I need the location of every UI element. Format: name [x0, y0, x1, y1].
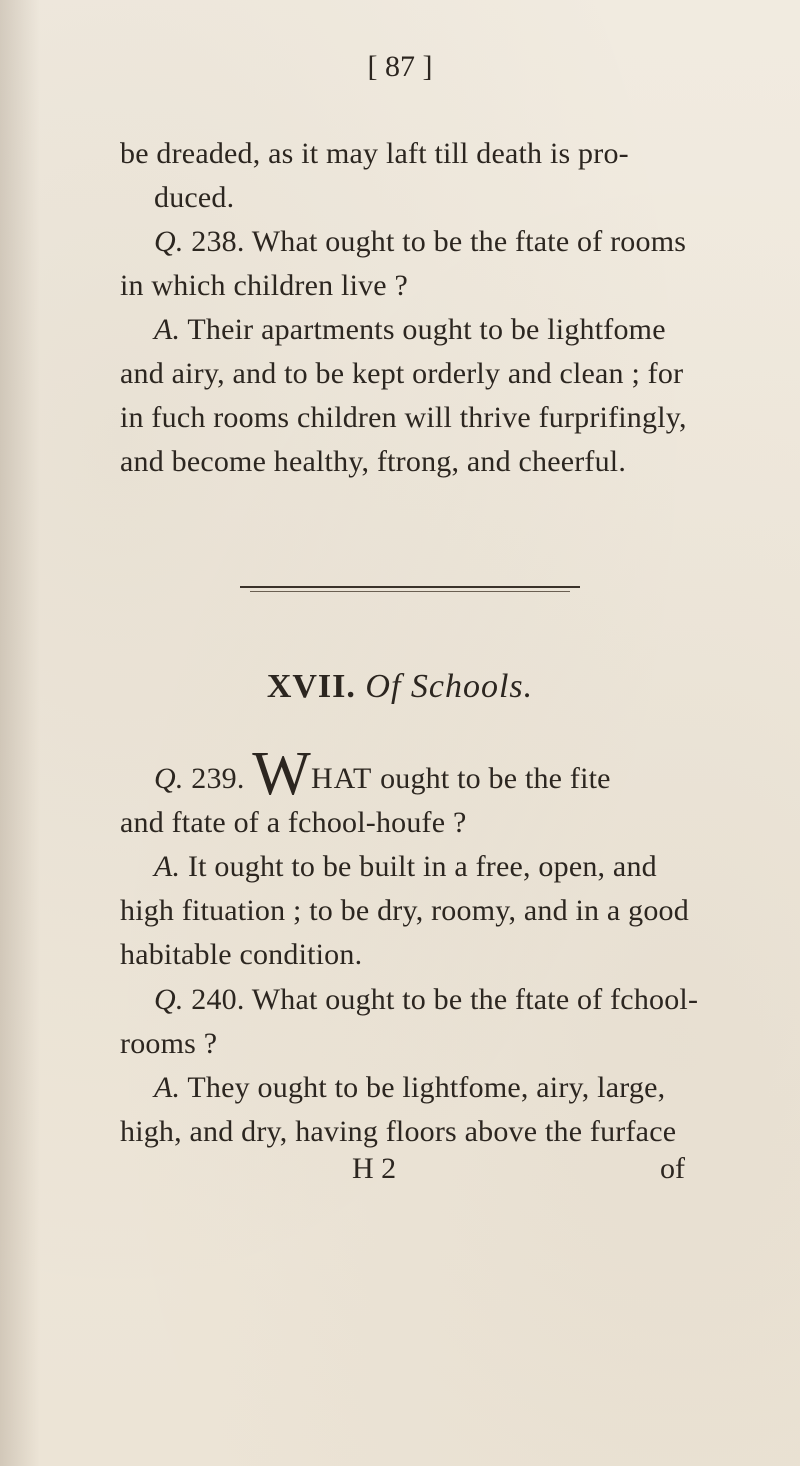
- answer-line: [120, 1066, 760, 1110]
- question-label: Q.: [154, 983, 184, 1016]
- answer-label: A.: [154, 850, 181, 883]
- answer-line: high, and dry, having floors above the furface: [120, 1115, 677, 1148]
- question-line: [120, 978, 760, 1022]
- text-line: be dreaded, as it may laft till death is pro-: [120, 137, 629, 170]
- question-number: 239.: [191, 762, 245, 795]
- answer-line: and become healthy, ftrong, and cheerful.: [120, 445, 627, 478]
- section-number: XVII.: [266, 668, 356, 705]
- answer-line: [120, 845, 760, 889]
- drop-cap-rest: HAT: [311, 762, 373, 795]
- question-line: [120, 740, 760, 808]
- answer-line: habitable condition.: [120, 938, 363, 971]
- drop-cap: W: [252, 740, 312, 808]
- question-text: ought to be the fite: [380, 762, 611, 795]
- answer-label: A.: [154, 1071, 181, 1104]
- catchword: of: [660, 1152, 685, 1185]
- answer-line: in fuch rooms children will thrive furprifingly,: [120, 401, 687, 434]
- question-label: Q.: [154, 225, 184, 258]
- question-line: [120, 220, 760, 264]
- question-238: [120, 220, 760, 484]
- signature-mark: H 2: [352, 1152, 397, 1185]
- text-line: duced.: [154, 181, 235, 214]
- answer-text: They ought to be lightfome, airy, large,: [187, 1071, 666, 1104]
- section-title: Of Schools.: [365, 668, 534, 705]
- section-heading: [0, 668, 800, 706]
- page-edge-shadow: [0, 0, 40, 1466]
- answer-text: Their apartments ought to be lightfome: [187, 313, 666, 346]
- question-line: in which children live ?: [120, 269, 409, 302]
- question-text: 240. What ought to be the ftate of fchool-: [191, 983, 699, 1016]
- question-label: Q.: [154, 762, 184, 795]
- question-line: and ftate of a fchool-houfe ?: [120, 806, 467, 839]
- question-240: [120, 978, 760, 1154]
- answer-line: [120, 308, 760, 352]
- section-divider-thin: [250, 591, 570, 592]
- question-239: [120, 740, 760, 977]
- question-line: rooms ?: [120, 1027, 218, 1060]
- answer-label: A.: [154, 313, 181, 346]
- section-divider: [240, 586, 580, 588]
- answer-line: and airy, and to be kept orderly and clean ; for: [120, 357, 684, 390]
- page-number: [ 87 ]: [367, 50, 433, 83]
- question-text: 238. What ought to be the ftate of rooms: [191, 225, 687, 258]
- top-paragraph: [120, 132, 760, 220]
- answer-text: It ought to be built in a free, open, and: [187, 850, 657, 883]
- answer-line: high fituation ; to be dry, roomy, and in a good: [120, 894, 689, 927]
